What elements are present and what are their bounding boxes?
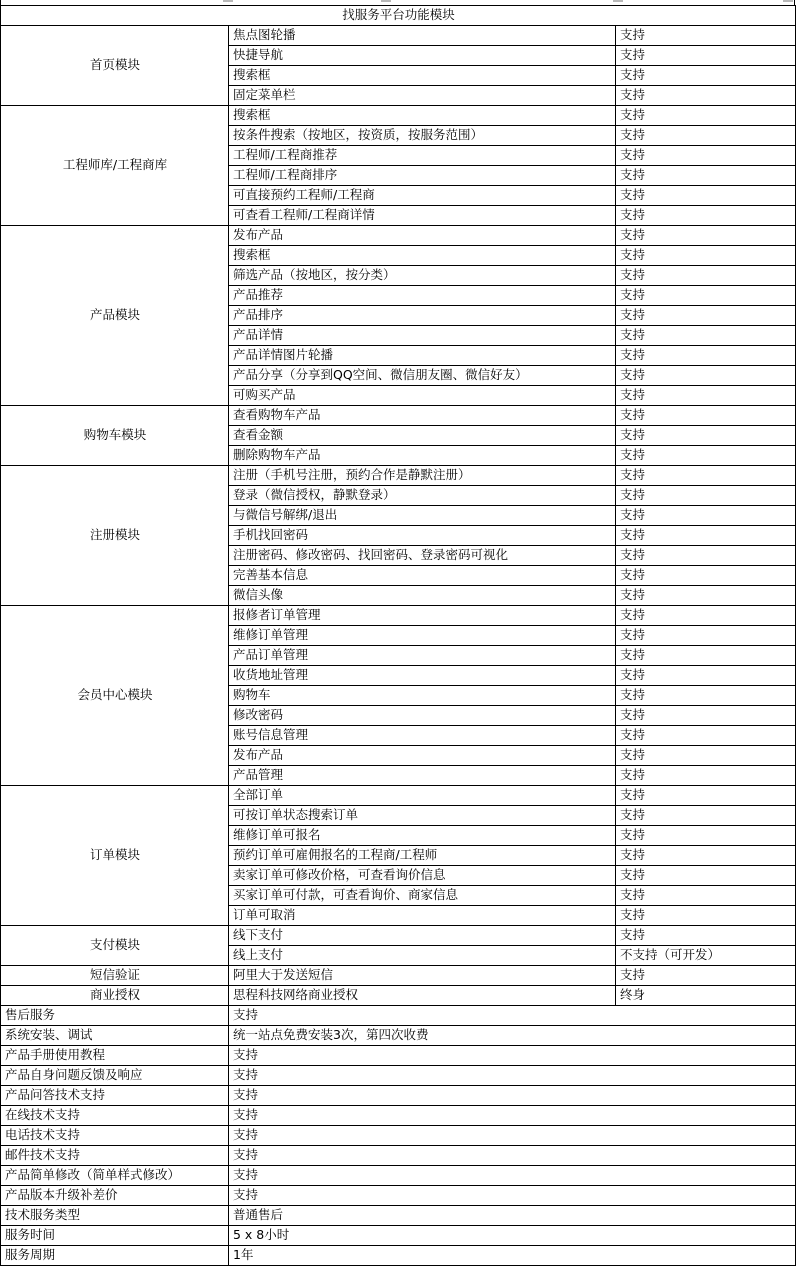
- table-row: [1, 1066, 796, 1086]
- table-row: [1, 986, 796, 1006]
- service-value-cell: 5 x 8小时: [229, 1226, 796, 1246]
- table-row: [1, 1106, 796, 1126]
- support-cell: 支持: [616, 126, 796, 146]
- table-row: [1, 926, 796, 946]
- feature-cell: 发布产品: [229, 226, 616, 246]
- support-cell: 支持: [616, 806, 796, 826]
- support-cell: 支持: [616, 526, 796, 546]
- service-label-cell: 产品简单修改（简单样式修改）: [1, 1166, 229, 1186]
- table-row: [1, 1086, 796, 1106]
- module-name-cell: 短信验证: [1, 966, 229, 986]
- service-label-cell: 服务周期: [1, 1246, 229, 1266]
- support-cell: 支持: [616, 246, 796, 266]
- service-label-cell: 技术服务类型: [1, 1206, 229, 1226]
- support-cell: 支持: [616, 346, 796, 366]
- table-row: [1, 966, 796, 986]
- support-cell: 支持: [616, 326, 796, 346]
- module-name-cell: 产品模块: [1, 226, 229, 406]
- table-row: [1, 26, 796, 46]
- feature-cell: 工程师/工程商推荐: [229, 146, 616, 166]
- feature-cell: 删除购物车产品: [229, 446, 616, 466]
- feature-cell: 买家订单可付款，可查看询价、商家信息: [229, 886, 616, 906]
- support-cell: 支持: [616, 606, 796, 626]
- feature-cell: 发布产品: [229, 746, 616, 766]
- feature-cell: 筛选产品（按地区，按分类）: [229, 266, 616, 286]
- support-cell: 支持: [616, 306, 796, 326]
- service-value-cell: 支持: [229, 1066, 796, 1086]
- table-row: [1, 1126, 796, 1146]
- feature-cell: 账号信息管理: [229, 726, 616, 746]
- support-cell: 支持: [616, 506, 796, 526]
- feature-cell: 焦点图轮播: [229, 26, 616, 46]
- service-value-cell: 支持: [229, 1086, 796, 1106]
- table-row: [1, 606, 796, 626]
- feature-cell: 全部订单: [229, 786, 616, 806]
- feature-cell: 注册（手机号注册，预约合作是静默注册）: [229, 466, 616, 486]
- support-cell: 支持: [616, 426, 796, 446]
- feature-cell: 产品推荐: [229, 286, 616, 306]
- support-cell: 支持: [616, 366, 796, 386]
- support-cell: 支持: [616, 186, 796, 206]
- support-cell: 支持: [616, 766, 796, 786]
- support-cell: 支持: [616, 286, 796, 306]
- support-cell: 支持: [616, 406, 796, 426]
- feature-cell: 按条件搜索（按地区，按资质，按服务范围）: [229, 126, 616, 146]
- support-cell: 支持: [616, 666, 796, 686]
- clipped-mark-right: [613, 0, 623, 2]
- feature-cell: 可购买产品: [229, 386, 616, 406]
- feature-cell: 维修订单管理: [229, 626, 616, 646]
- module-name-cell: 支付模块: [1, 926, 229, 966]
- feature-cell: 思程科技网络商业授权: [229, 986, 616, 1006]
- support-cell: 支持: [616, 466, 796, 486]
- support-cell: 不支持（可开发）: [616, 946, 796, 966]
- feature-cell: 可按订单状态搜索订单: [229, 806, 616, 826]
- support-cell: 支持: [616, 86, 796, 106]
- support-cell: 支持: [616, 866, 796, 886]
- table-body: [1, 6, 796, 1266]
- feature-cell: 手机找回密码: [229, 526, 616, 546]
- service-label-cell: 邮件技术支持: [1, 1146, 229, 1166]
- module-name-cell: 订单模块: [1, 786, 229, 926]
- table-row: [1, 1166, 796, 1186]
- service-value-cell: 支持: [229, 1146, 796, 1166]
- feature-cell: 注册密码、修改密码、找回密码、登录密码可视化: [229, 546, 616, 566]
- service-label-cell: 产品自身问题反馈及响应: [1, 1066, 229, 1086]
- table-title-row: [1, 6, 796, 26]
- table-row: [1, 226, 796, 246]
- support-cell: 支持: [616, 566, 796, 586]
- feature-cell: 搜索框: [229, 66, 616, 86]
- table-row: [1, 466, 796, 486]
- support-cell: 支持: [616, 646, 796, 666]
- feature-cell: 快捷导航: [229, 46, 616, 66]
- feature-cell: 卖家订单可修改价格，可查看询价信息: [229, 866, 616, 886]
- service-label-cell: 售后服务: [1, 1006, 229, 1026]
- support-cell: 支持: [616, 226, 796, 246]
- module-name-cell: 注册模块: [1, 466, 229, 606]
- service-value-cell: 普通售后: [229, 1206, 796, 1226]
- service-label-cell: 产品手册使用教程: [1, 1046, 229, 1066]
- feature-cell: 可直接预约工程师/工程商: [229, 186, 616, 206]
- feature-cell: 产品管理: [229, 766, 616, 786]
- feature-cell: 搜索框: [229, 246, 616, 266]
- support-cell: 支持: [616, 726, 796, 746]
- module-name-cell: 商业授权: [1, 986, 229, 1006]
- table-row: [1, 1226, 796, 1246]
- module-name-cell: 工程师库/工程商库: [1, 106, 229, 226]
- feature-cell: 修改密码: [229, 706, 616, 726]
- page-title: 找服务平台功能模块: [1, 6, 796, 26]
- support-cell: 支持: [616, 206, 796, 226]
- feature-cell: 预约订单可雇佣报名的工程商/工程师: [229, 846, 616, 866]
- feature-cell: 产品订单管理: [229, 646, 616, 666]
- table-row: [1, 1146, 796, 1166]
- clipped-row-above: [0, 0, 795, 5]
- feature-cell: 线下支付: [229, 926, 616, 946]
- feature-cell: 查看购物车产品: [229, 406, 616, 426]
- clipped-mark-center: [381, 0, 391, 2]
- support-cell: 支持: [616, 846, 796, 866]
- support-cell: 支持: [616, 106, 796, 126]
- support-cell: 支持: [616, 826, 796, 846]
- clipped-mark-far-right: [783, 0, 793, 2]
- service-value-cell: 支持: [229, 1166, 796, 1186]
- feature-cell: 报修者订单管理: [229, 606, 616, 626]
- support-cell: 支持: [616, 926, 796, 946]
- feature-cell: 收货地址管理: [229, 666, 616, 686]
- feature-cell: 固定菜单栏: [229, 86, 616, 106]
- support-cell: 支持: [616, 706, 796, 726]
- service-value-cell: 支持: [229, 1106, 796, 1126]
- service-value-cell: 支持: [229, 1186, 796, 1206]
- module-name-cell: 购物车模块: [1, 406, 229, 466]
- module-name-cell: 首页模块: [1, 26, 229, 106]
- support-cell: 支持: [616, 626, 796, 646]
- feature-cell: 查看金额: [229, 426, 616, 446]
- feature-cell: 产品分享（分享到QQ空间、微信朋友圈、微信好友）: [229, 366, 616, 386]
- feature-cell: 产品排序: [229, 306, 616, 326]
- support-cell: 支持: [616, 546, 796, 566]
- feature-cell: 产品详情图片轮播: [229, 346, 616, 366]
- support-cell: 支持: [616, 446, 796, 466]
- support-cell: 支持: [616, 486, 796, 506]
- support-cell: 支持: [616, 266, 796, 286]
- clipped-mark-left: [223, 0, 233, 2]
- table-row: [1, 1246, 796, 1266]
- feature-cell: 购物车: [229, 686, 616, 706]
- support-cell: 支持: [616, 146, 796, 166]
- feature-cell: 维修订单可报名: [229, 826, 616, 846]
- service-label-cell: 服务时间: [1, 1226, 229, 1246]
- support-cell: 支持: [616, 166, 796, 186]
- support-cell: 支持: [616, 386, 796, 406]
- feature-matrix-table: [0, 5, 796, 1266]
- support-cell: 支持: [616, 46, 796, 66]
- table-row: [1, 1186, 796, 1206]
- table-row: [1, 1046, 796, 1066]
- service-value-cell: 支持: [229, 1046, 796, 1066]
- feature-cell: 工程师/工程商排序: [229, 166, 616, 186]
- service-label-cell: 产品版本升级补差价: [1, 1186, 229, 1206]
- support-cell: 支持: [616, 686, 796, 706]
- feature-cell: 产品详情: [229, 326, 616, 346]
- support-cell: 支持: [616, 886, 796, 906]
- service-label-cell: 产品问答技术支持: [1, 1086, 229, 1106]
- service-value-cell: 支持: [229, 1126, 796, 1146]
- table-row: [1, 1206, 796, 1226]
- support-cell: 支持: [616, 786, 796, 806]
- support-cell: 支持: [616, 966, 796, 986]
- table-row: [1, 786, 796, 806]
- support-cell: 支持: [616, 906, 796, 926]
- feature-cell: 登录（微信授权，静默登录）: [229, 486, 616, 506]
- feature-cell: 完善基本信息: [229, 566, 616, 586]
- table-row: [1, 1006, 796, 1026]
- table-row: [1, 406, 796, 426]
- service-value-cell: 1年: [229, 1246, 796, 1266]
- support-cell: 支持: [616, 746, 796, 766]
- feature-cell: 与微信号解绑/退出: [229, 506, 616, 526]
- service-value-cell: 统一站点免费安装3次，第四次收费: [229, 1026, 796, 1046]
- support-cell: 支持: [616, 586, 796, 606]
- support-cell: 终身: [616, 986, 796, 1006]
- feature-cell: 搜索框: [229, 106, 616, 126]
- feature-cell: 订单可取消: [229, 906, 616, 926]
- feature-cell: 阿里大于发送短信: [229, 966, 616, 986]
- feature-cell: 微信头像: [229, 586, 616, 606]
- support-cell: 支持: [616, 66, 796, 86]
- feature-cell: 可查看工程师/工程商详情: [229, 206, 616, 226]
- service-value-cell: 支持: [229, 1006, 796, 1026]
- module-name-cell: 会员中心模块: [1, 606, 229, 786]
- service-label-cell: 在线技术支持: [1, 1106, 229, 1126]
- support-cell: 支持: [616, 26, 796, 46]
- service-label-cell: 系统安装、调试: [1, 1026, 229, 1046]
- table-row: [1, 1026, 796, 1046]
- feature-cell: 线上支付: [229, 946, 616, 966]
- table-row: [1, 106, 796, 126]
- service-label-cell: 电话技术支持: [1, 1126, 229, 1146]
